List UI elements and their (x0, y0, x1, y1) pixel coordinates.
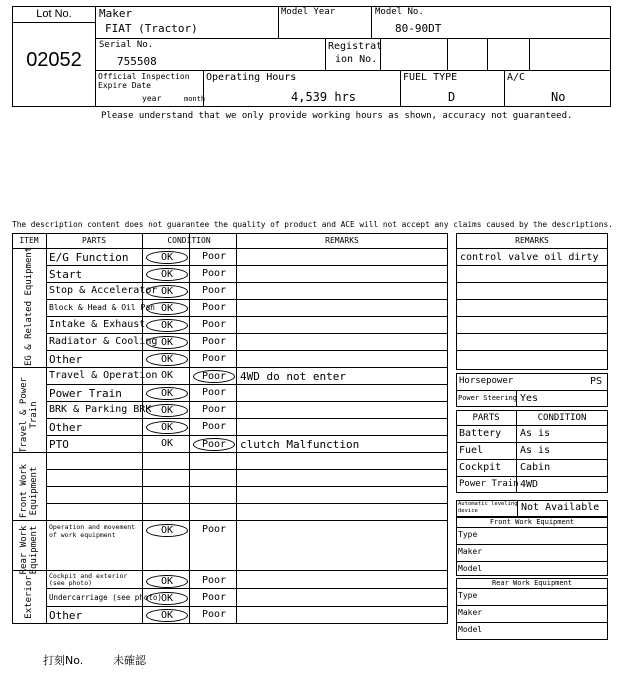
rear-model-label: Model (458, 625, 483, 634)
right-value: 4WD (520, 479, 539, 490)
part-label: Block & Head & Oil Pan (49, 303, 155, 312)
serial-label: Serial No. (99, 40, 154, 50)
poor-option: Poor (201, 268, 227, 279)
poor-option: Poor (201, 524, 227, 535)
col-parts: PARTS (81, 236, 107, 245)
ok-option: OK (160, 370, 174, 381)
part-label: E/G Function (49, 251, 129, 264)
part-label: Start (49, 268, 83, 281)
poor-option: Poor (201, 353, 227, 364)
part-label: Other (49, 421, 83, 434)
ok-selected: OK (146, 285, 188, 298)
group-label-eg: EG & Related Equipment (24, 246, 34, 366)
ok-selected: OK (146, 353, 188, 366)
condition-header: CONDITION (537, 413, 587, 423)
horsepower-unit: PS (590, 376, 603, 387)
parts-header: PARTS (472, 413, 500, 423)
maker-label: Maker (99, 7, 133, 20)
maker-value: FIAT (Tractor) (105, 22, 198, 35)
right-part: Battery (459, 428, 502, 439)
serial-value: 755508 (117, 55, 157, 68)
part-label: Operation and movement of work equipment (49, 523, 136, 539)
ok-selected: OK (146, 421, 188, 434)
remarks-text: control valve oil dirty (460, 252, 599, 263)
ok-selected: OK (146, 575, 188, 588)
front-maker-label: Maker (458, 547, 483, 556)
horsepower-label: Horsepower (459, 376, 514, 386)
right-part: Fuel (459, 445, 484, 456)
front-model-label: Model (458, 564, 483, 573)
poor-option: Poor (201, 285, 227, 296)
ok-selected: OK (146, 268, 188, 281)
ok-selected: OK (146, 302, 188, 315)
group-label-exterior: Exterior (24, 575, 34, 619)
poor-option: Poor (201, 302, 227, 313)
part-label: Cockpit and exterior (see photo) (49, 572, 128, 587)
remarks-label: REMARKS (515, 236, 549, 245)
stamp-value: 未確認 (113, 654, 146, 667)
part-label: Intake & Exhaust (49, 319, 146, 330)
hours-note: Please understand that we only provide working hours as shown, accuracy not guaranteed. (101, 111, 573, 121)
col-remarks: REMARKS (325, 236, 359, 245)
ok-selected: OK (146, 336, 188, 349)
part-label: Stop & Accelerator (49, 285, 158, 296)
registration-label-2: ion No. (335, 54, 378, 65)
part-label: Travel & Operation (49, 370, 158, 381)
poor-option: Poor (201, 575, 227, 586)
poor-option: Poor (201, 609, 227, 620)
right-part: Cockpit (459, 462, 502, 473)
poor-option: Poor (201, 387, 227, 398)
lot-label: Lot No. (36, 8, 72, 20)
poor-option: Poor (201, 251, 227, 262)
ok-option: OK (160, 438, 174, 449)
hours-value: 4,539 hrs (291, 90, 357, 104)
rear-type-label: Type (458, 591, 478, 600)
model-no-value: 80-90DT (395, 22, 442, 35)
ok-selected: OK (146, 592, 188, 605)
col-condition: CONDITION (167, 236, 211, 245)
group-label-front: Front Work Equipment (19, 463, 39, 519)
ac-label: A/C (507, 72, 526, 83)
ok-selected: OK (146, 404, 188, 417)
remark-text: 4WD do not enter (240, 370, 346, 383)
ok-selected: OK (146, 387, 188, 400)
lot-value: 02052 (26, 49, 82, 71)
disclaimer: The description content does not guarantee the quality of product and ACE will not accept any claims caused by the descriptions. (12, 220, 613, 229)
col-item: ITEM (19, 236, 39, 245)
group-label-rear: Rear Work Equipment (19, 525, 39, 575)
ok-selected: OK (146, 319, 188, 332)
ok-selected: OK (146, 251, 188, 264)
part-label: Radiator & Cooling (49, 336, 158, 347)
poor-option: Poor (201, 421, 227, 432)
right-part: Power Train (459, 479, 519, 489)
remark-text: clutch Malfunction (240, 438, 360, 451)
fuel-label: FUEL TYPE (403, 72, 458, 83)
part-label: Undercarriage (see photo) (49, 593, 162, 602)
poor-option: Poor (201, 404, 227, 415)
poor-option: Poor (201, 319, 227, 330)
ac-value: No (551, 90, 566, 104)
part-label: Other (49, 609, 83, 622)
poor-option: Poor (201, 592, 227, 603)
poor-selected: Poor (193, 370, 235, 383)
ok-selected: OK (146, 524, 188, 537)
power-steering-value: Yes (520, 393, 539, 404)
front-type-label: Type (458, 530, 478, 539)
model-year-label: Model Year (281, 7, 336, 17)
part-label: Power Train (49, 387, 122, 400)
power-steering-label: Power Steering (458, 394, 518, 402)
auto-level-label-1: Automatic leveling (458, 501, 518, 507)
auto-level-label-2: device (458, 508, 478, 514)
part-label: BRK & Parking BRK (49, 404, 152, 415)
inspection-label-2: Expire Date (98, 81, 151, 90)
rear-maker-label: Maker (458, 608, 483, 617)
inspection-label-1: Official Inspection (98, 72, 190, 81)
registration-label-1: Registrat (328, 41, 383, 52)
rear-work-title: Rear Work Equipment (491, 579, 573, 587)
part-label: PTO (49, 438, 69, 451)
front-work-title: Front Work Equipment (489, 518, 575, 526)
auto-level-value: Not Available (521, 502, 600, 513)
right-value: As is (520, 445, 551, 456)
stamp-label: 打刻No. (43, 654, 84, 667)
group-label-travel: Travel & Power Train (19, 377, 39, 453)
poor-option: Poor (201, 336, 227, 347)
fuel-value: D (448, 90, 456, 104)
ok-selected: OK (146, 609, 188, 622)
model-no-label: Model No. (375, 7, 424, 17)
month-label: month (184, 95, 206, 103)
poor-selected: Poor (193, 438, 235, 451)
part-label: Other (49, 353, 83, 366)
hours-label: Operating Hours (206, 72, 297, 83)
year-label: year (142, 94, 162, 103)
right-value: As is (520, 428, 551, 439)
right-value: Cabin (520, 462, 551, 473)
